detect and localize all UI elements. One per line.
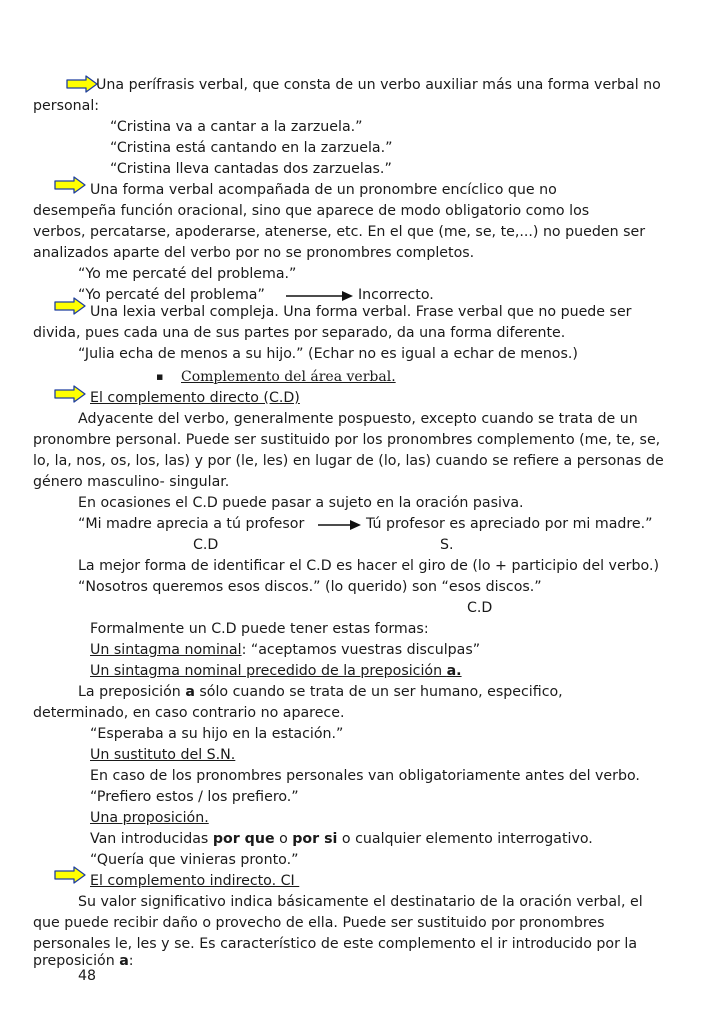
section-heading: Complemento del área verbal. — [181, 369, 396, 385]
underlined-term: Un sintagma nominal precedido de la preposición — [90, 663, 447, 679]
text-line: La preposición a sólo cuando se trata de un ser humano, especifico, — [78, 684, 563, 700]
example-line: “Cristina va a cantar a la zarzuela.” — [110, 119, 363, 135]
text-line: lo, la, nos, os, los, las) y por (le, les) en lugar de (lo, las) cuando se refiere a personas de — [33, 453, 664, 469]
text-line: verbos, percatarse, apoderarse, atenerse, etc. En el que (me, se, te,...) no pueden ser — [33, 224, 646, 240]
label-cd: C.D — [467, 600, 493, 616]
underlined-term: Un sintagma nominal — [90, 642, 242, 658]
example-line: “Nosotros queremos esos discos.” (lo querido) son “esos discos.” — [78, 579, 542, 595]
text-line: personales le, les y se. Es característico de este complemento el ir introducido por la — [33, 936, 638, 952]
text-line: desempeña función oracional, sino que aparece de modo obligatorio como los — [33, 203, 590, 219]
text-line: Formalmente un C.D puede tener estas formas: — [90, 621, 429, 637]
black-arrow-icon — [286, 289, 354, 303]
text-line: Su valor significativo indica básicamente el destinatario de la oración verbal, el — [78, 894, 643, 910]
text-line: género masculino- singular. — [33, 474, 230, 490]
text-line: En caso de los pronombres personales van obligatoriamente antes del verbo. — [90, 768, 640, 784]
text-line: determinado, en caso contrario no aparece. — [33, 705, 345, 721]
yellow-arrow-icon — [54, 176, 86, 194]
example-line: “Cristina lleva cantadas dos zarzuelas.” — [110, 161, 392, 177]
text-line: divida, pues cada una de sus partes por separado, da una forma diferente. — [33, 325, 566, 341]
example-line: “Esperaba a su hijo en la estación.” — [90, 726, 344, 742]
text-line: Un sintagma nominal precedido de la preposición a. — [90, 663, 462, 679]
yellow-arrow-icon — [66, 75, 98, 93]
example-line: “Yo percaté del problema” — [78, 287, 265, 303]
underlined-term: Una proposición. — [90, 810, 209, 826]
text-line: que puede recibir daño o provecho de ella. Puede ser sustituido por pronombres — [33, 915, 605, 931]
label-s: S. — [440, 537, 454, 553]
example-line: “Cristina está cantando en la zarzuela.” — [110, 140, 393, 156]
example-line: “Prefiero estos / los prefiero.” — [90, 789, 299, 805]
text-line: En ocasiones el C.D puede pasar a sujeto en la oración pasiva. — [78, 495, 524, 511]
page-number: 48 — [78, 968, 97, 984]
label-cd: C.D — [193, 537, 219, 553]
text-line: Una lexia verbal compleja. Una forma verbal. Frase verbal que no puede ser — [90, 304, 632, 320]
text-line: preposición a: — [33, 953, 134, 969]
example-line: “Yo me percaté del problema.” — [78, 266, 297, 282]
text-line: Adyacente del verbo, generalmente pospuesto, excepto cuando se trata de un — [78, 411, 638, 427]
underlined-term: Un sustituto del S.N. — [90, 747, 236, 763]
subsection-heading: El complemento directo (C.D) — [90, 390, 300, 406]
text-line: Incorrecto. — [358, 287, 434, 303]
yellow-arrow-icon — [54, 866, 86, 884]
bullet-icon: ▪ — [156, 370, 164, 383]
text-line: Un sintagma nominal: “aceptamos vuestras disculpas” — [90, 642, 481, 658]
example-line: Tú profesor es apreciado por mi madre.” — [366, 516, 653, 532]
text-line: pronombre personal. Puede ser sustituido por los pronombres complemento (me, te, se, — [33, 432, 661, 448]
black-arrow-icon — [318, 518, 362, 532]
text-line: Una perífrasis verbal, que consta de un verbo auxiliar más una forma verbal no — [96, 77, 661, 93]
text-line: Van introducidas por que o por si o cualquier elemento interrogativo. — [90, 831, 593, 847]
example-line: “Quería que vinieras pronto.” — [90, 852, 299, 868]
example-line: “Mi madre aprecia a tú profesor — [78, 516, 305, 532]
yellow-arrow-icon — [54, 385, 86, 403]
text-line: personal: — [33, 98, 100, 114]
text-line: La mejor forma de identificar el C.D es hacer el giro de (lo + participio del verbo.) — [78, 558, 660, 574]
text-line: Una forma verbal acompañada de un pronombre encíclico que no — [90, 182, 557, 198]
text-line: analizados aparte del verbo por no se pronombres completos. — [33, 245, 475, 261]
yellow-arrow-icon — [54, 297, 86, 315]
example-line: “Julia echa de menos a su hijo.” (Echar no es igual a echar de menos.) — [78, 346, 578, 362]
subsection-heading: El complemento indirecto. CI — [90, 873, 300, 889]
